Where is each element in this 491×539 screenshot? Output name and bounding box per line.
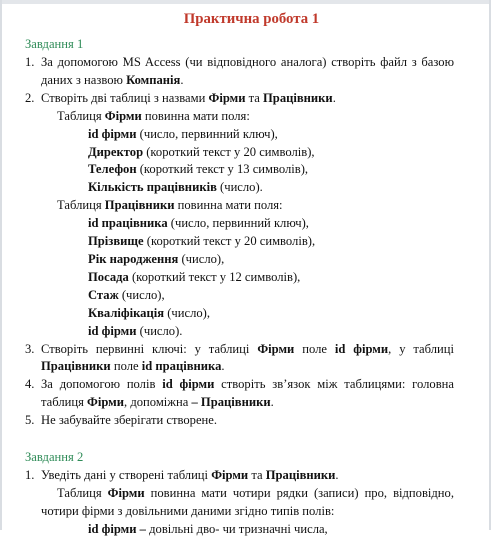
item-text: Уведіть дані у створені таблиці Фірми та Працівники. [41, 468, 339, 483]
task1-item4 [0, 376, 491, 394]
item-number: 2. [25, 90, 35, 105]
item-text: Створіть дві таблиці з назвами Фірми та Працівники. [41, 90, 336, 105]
task1-item1-cont: даних з назвою Компанія. [41, 72, 184, 87]
item-text: Не забувайте зберігати створене. [41, 413, 218, 428]
task2-item1 [0, 467, 491, 485]
task1-item3-cont: Працівники поле id працівника. [41, 359, 225, 374]
item-text: За допомогою полів id фірми створіть зв’язок між таблицями: головна [41, 377, 455, 392]
workers-field: id працівника (число, первинний ключ), [88, 216, 309, 231]
item-number: 1. [25, 468, 35, 483]
task1-item2 [0, 90, 491, 108]
item-text: За допомогою MS Access (чи відповідного аналога) створіть файл з базою [41, 55, 454, 69]
workers-field: Кваліфікація (число), [88, 305, 210, 320]
item-number: 3. [25, 341, 35, 356]
workers-field: Рік народження (число), [88, 251, 225, 266]
document-content [0, 9, 491, 539]
task2-heading: Завдання 2 [25, 450, 84, 465]
task2-field: id фірми – довільні дво- чи тризначні числа, [88, 521, 328, 536]
task2-paragraph: Таблиця Фірми повинна мати чотири рядки (записи) про, відповідно, [57, 485, 454, 500]
firms-table-intro: Таблиця Фірми повинна мати поля: [57, 108, 250, 123]
firms-field: Директор (короткий текст у 20 символів), [88, 144, 315, 159]
task1-item1 [0, 54, 491, 72]
item-text: Створіть первинні ключі: у таблиці Фірми поле id фірми, у таблиці [41, 341, 454, 356]
firms-field: id фірми (число, первинний ключ), [88, 126, 278, 141]
page-title: Практична робота 1 [183, 11, 320, 27]
task1-item5 [0, 412, 491, 430]
task1-item3 [0, 341, 491, 359]
item-number: 5. [25, 413, 35, 428]
workers-table-intro: Таблиця Працівники повинна мати поля: [57, 198, 283, 213]
firms-field: Кількість працівників (число). [88, 180, 263, 195]
firms-field: Телефон (короткий текст у 13 символів), [88, 162, 309, 177]
workers-field: Стаж (число), [88, 287, 165, 302]
task1-item4-cont: таблиця Фірми, допоміжна – Працівники. [41, 395, 274, 410]
item-number: 4. [25, 377, 35, 392]
task2-paragraph-cont: чотири фірми з довільними даними згідно типів полів: [41, 503, 335, 518]
item-number: 1. [25, 55, 35, 69]
workers-field: id фірми (число). [88, 323, 183, 338]
viewer-top-border [0, 0, 491, 4]
workers-field: Посада (короткий текст у 12 символів), [88, 269, 301, 284]
workers-field: Прізвище (короткий текст у 20 символів), [88, 234, 316, 249]
task1-heading: Завдання 1 [25, 37, 84, 51]
